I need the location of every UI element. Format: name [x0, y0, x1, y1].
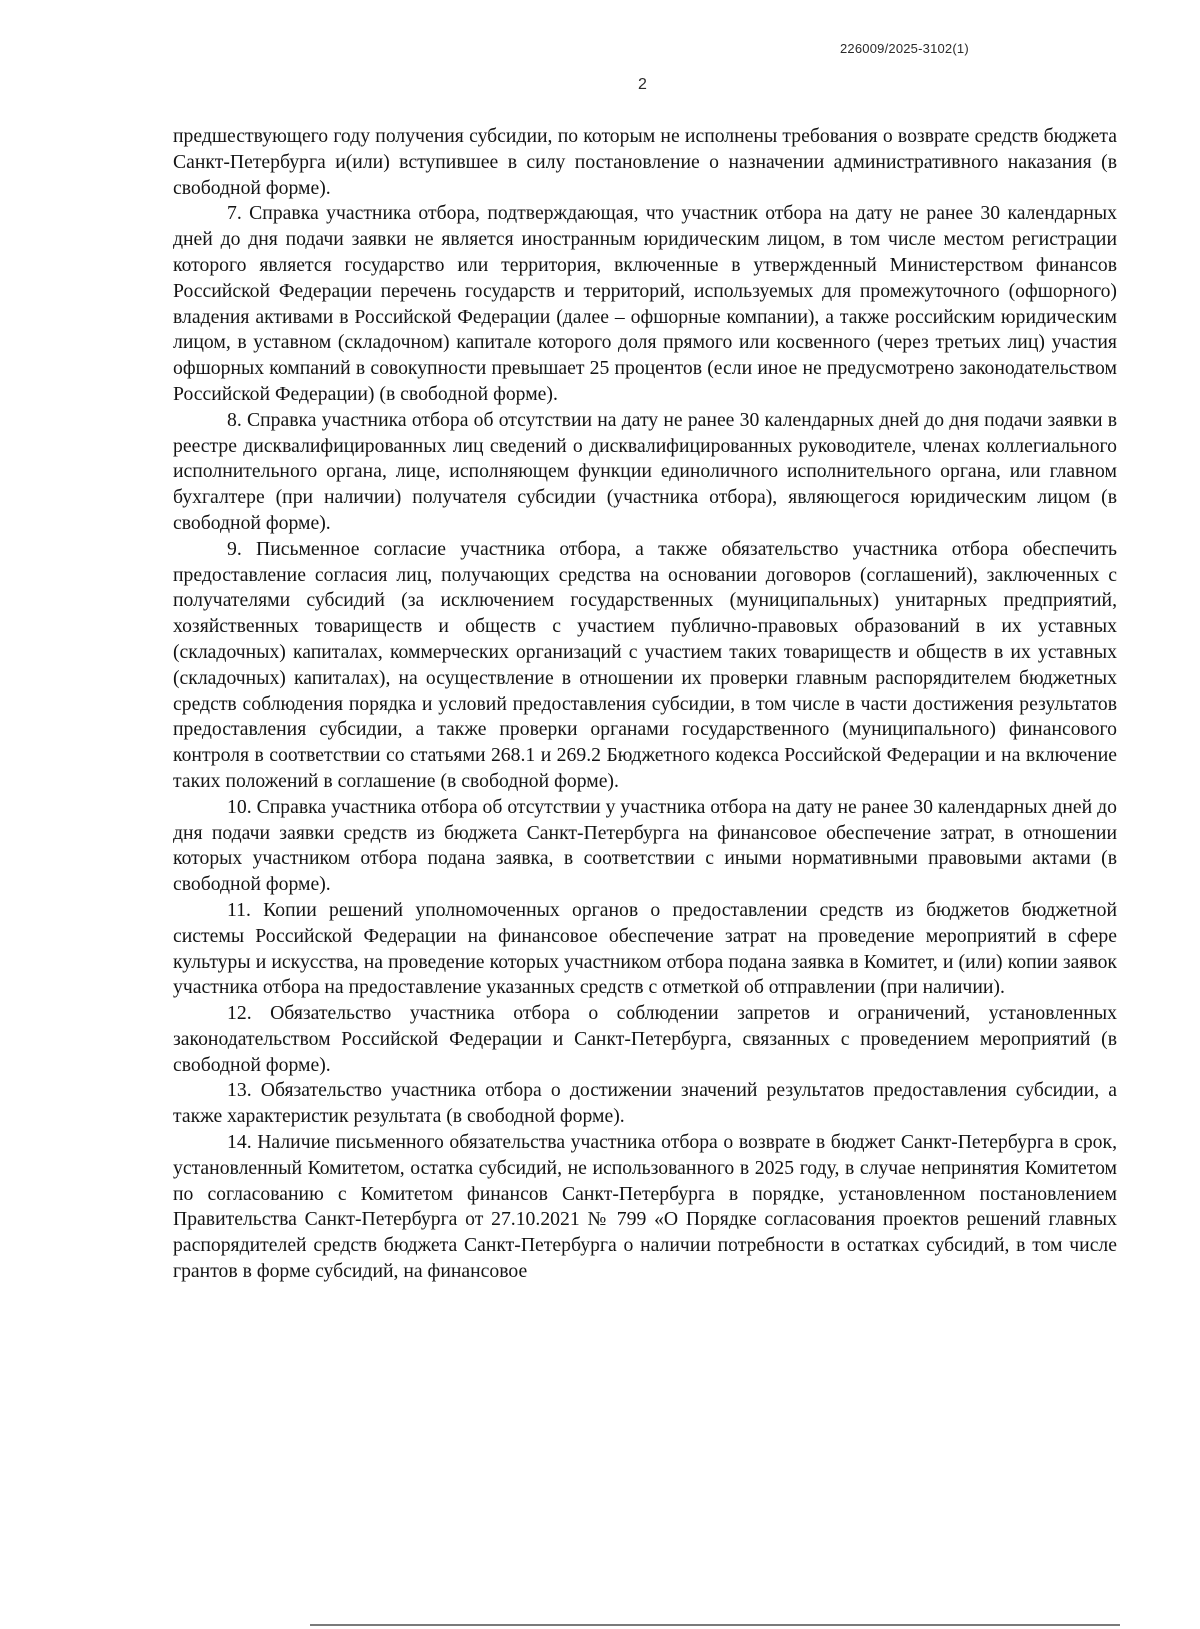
document-body [173, 124, 1117, 1285]
scan-edge-line [310, 1624, 1120, 1626]
paragraph-item-12: 12. Обязательство участника отбора о соблюдении запретов и ограничений, установленных законодательством Российской Федерации и Санкт-Петербурга, связанных с проведением мероприятий (в свободной форме). [173, 1002, 1117, 1076]
paragraph-item-10: 10. Справка участника отбора об отсутствии у участника отбора на дату не ранее 30 календарных дней до дня подачи заявки средств из бюджета Санкт-Петербурга на финансовое обеспечение затрат, в отношении которых участником отбора подана заявка, в соответствии с иными нормативными правовыми актами (в свободной форме). [173, 795, 1117, 896]
paragraph-item-9: 9. Письменное согласие участника отбора, а также обязательство участника отбора обеспечить предоставление согласия лиц, получающих средства на основании договоров (соглашений), заключенных с получателями субсидий (за исключением государственных (муниципальных) унитарных предприятий, хозяйственных товариществ и обществ с участием публично-правовых образований в их уставных (складочных) капиталах, коммерческих организаций с участием таких товариществ и обществ в их уставных (складочных) капиталах), на осуществление в отношении их проверки главным распорядителем бюджетных средств соблюдения порядка и условий предоставления субсидии, в том числе в части достижения результатов предоставления субсидии, а также проверки органами государственного (муниципального) финансового контроля в соответствии со статьями 268.1 и 269.2 Бюджетного кодекса Российской Федерации и на включение таких положений в соглашение (в свободной форме). [173, 537, 1117, 792]
paragraph-item-11: 11. Копии решений уполномоченных органов о предоставлении средств из бюджетов бюджетной системы Российской Федерации на финансовое обеспечение затрат на проведение мероприятий в сфере культуры и искусства, на проведение которых участником отбора подана заявка в Комитет, и (или) копии заявок участника отбора на предоставление указанных средств с отметкой об отправлении (при наличии). [173, 898, 1117, 999]
paragraph-item-7: 7. Справка участника отбора, подтверждающая, что участник отбора на дату не ранее 30 календарных дней до дня подачи заявки не является иностранным юридическим лицом, в том числе местом регистрации которого является государство или территория, включенные в утвержденный Министерством финансов Российской Федерации перечень государств и территорий, используемых для промежуточного (офшорного) владения активами в Российской Федерации (далее – офшорные компании), а также российским юридическим лицом, в уставном (складочном) капитале которого доля прямого или косвенного (через третьих лиц) участия офшорных компаний в совокупности превышает 25 процентов (если иное не предусмотрено законодательством Российской Федерации) (в свободной форме). [173, 202, 1117, 405]
paragraph-item-13: 13. Обязательство участника отбора о достижении значений результатов предоставления субсидии, а также характеристик результата (в свободной форме). [173, 1079, 1117, 1128]
paragraph-item-14: 14. Наличие письменного обязательства участника отбора о возврате в бюджет Санкт-Петербурга в срок, установленный Комитетом, остатка субсидий, не использованного в 2025 году, в случае непринятия Комитетом по согласованию с Комитетом финансов Санкт-Петербурга в порядке, установленном постановлением Правительства Санкт-Петербурга от 27.10.2021 № 799 «О Порядке согласования проектов решений главных распорядителей средств бюджета Санкт-Петербурга о наличии потребности в остатках субсидий, в том числе грантов в форме субсидий, на финансовое [173, 1131, 1117, 1283]
document-registration-number: 226009/2025-3102(1) [840, 41, 969, 56]
page-number: 2 [638, 76, 647, 93]
paragraph-continuation: предшествующего году получения субсидии, по которым не исполнены требования о возврате средств бюджета Санкт-Петербурга и(или) вступившее в силу постановление о назначении административного наказания (в свободной форме). [173, 125, 1117, 199]
paragraph-item-8: 8. Справка участника отбора об отсутствии на дату не ранее 30 календарных дней до дня подачи заявки в реестре дисквалифицированных лиц сведений о дисквалифицированных руководителе, членах коллегиального исполнительного органа, лице, исполняющем функции единоличного исполнительного органа, или главном бухгалтере (при наличии) получателя субсидии (участника отбора), являющегося юридическим лицом (в свободной форме). [173, 408, 1117, 534]
